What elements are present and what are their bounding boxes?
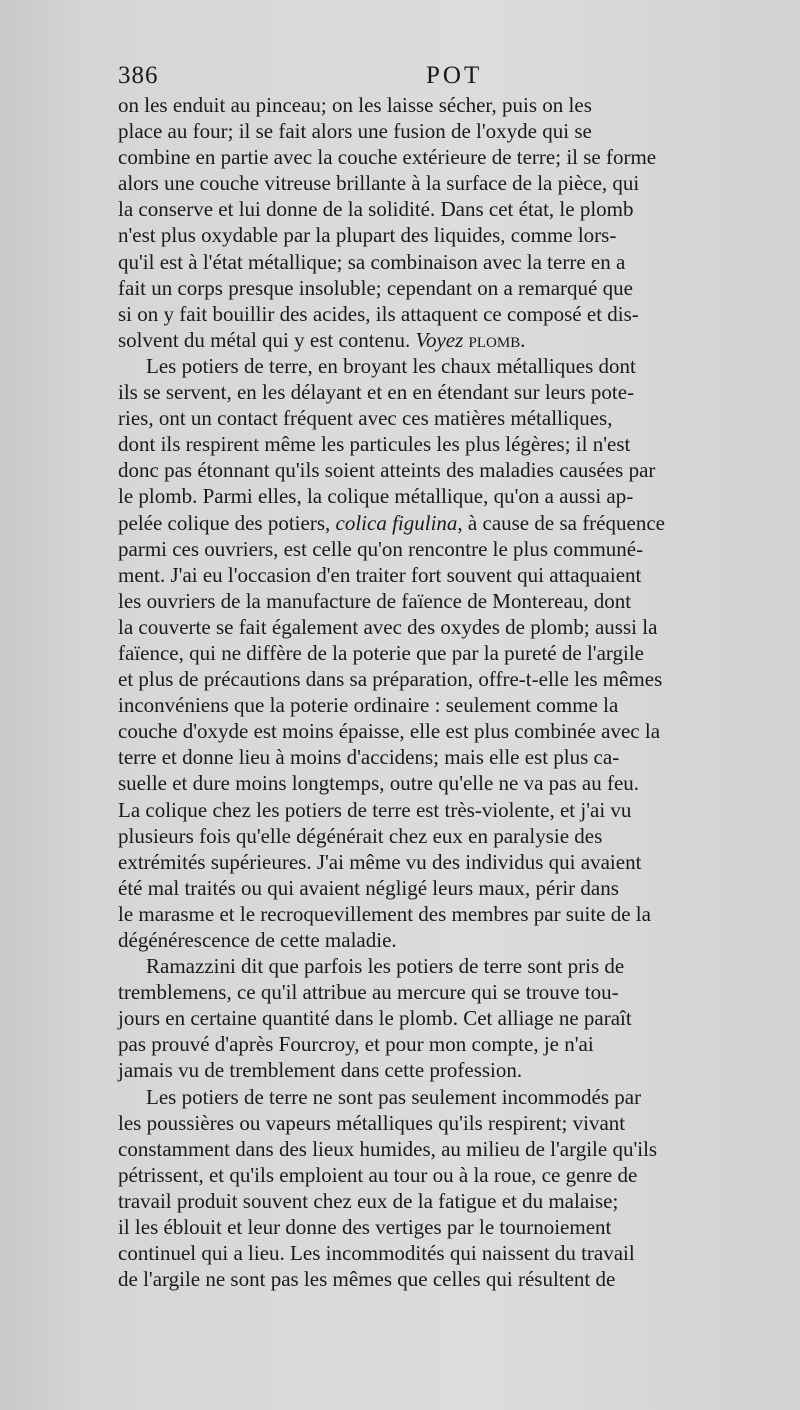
line-text: alors une couche vitreuse brillante à la surface de la pièce, qui [118,171,640,196]
line-text: les poussières ou vapeurs métalliques qu'ils respirent; vivant [118,1110,626,1135]
text-line [118,353,768,379]
text-line [118,301,768,327]
text-line [118,405,768,431]
line-text: place au four; il se fait alors une fusion de l'oxyde qui se [118,119,592,144]
text-line [118,1136,768,1162]
text-line [118,483,768,509]
text-line [118,536,768,562]
text-line [118,588,768,614]
text-line [118,144,768,170]
text-line [118,379,768,405]
line-text: n'est plus oxydable par la plupart des liquides, comme lors- [118,223,617,248]
page-header [118,62,768,94]
text-line [118,457,768,483]
line-text: plusieurs fois qu'elle dégénérait chez eux en paralysie des [118,823,603,848]
text-line [118,770,768,796]
text-line [118,1110,768,1136]
line-text-after: , à cause de sa fréquence [457,510,665,535]
text-line [118,979,768,1005]
text-line [118,927,768,953]
text-line [118,562,768,588]
smallcaps-text: plomb. [468,327,526,352]
text-line [118,1214,768,1240]
text-line [118,875,768,901]
line-text: donc pas étonnant qu'ils soient atteints des maladies causées par [118,458,656,483]
text-line [118,431,768,457]
line-text: parmi ces ouvriers, est celle qu'on rencontre le plus communé- [118,536,644,561]
line-text: on les enduit au pinceau; on les laisse sécher, puis on les [118,93,592,117]
line-text: couche d'oxyde est moins épaisse, elle est plus combinée avec la [118,719,661,744]
text-line [118,1057,768,1083]
line-text: il les éblouit et leur donne des vertiges par le tournoiement [118,1215,612,1240]
text-line [118,1084,768,1110]
text-line [118,718,768,744]
line-text: La colique chez les potiers de terre est très-violente, et j'ai vu [118,797,632,822]
text-line [118,249,768,275]
running-head: POT [426,62,483,89]
text-line [118,196,768,222]
italic-text: Voyez [415,327,464,352]
text-line [118,953,768,979]
line-text: fait un corps presque insoluble; cependant on a remarqué que [118,275,633,300]
text-line [118,640,768,666]
text-line [118,1240,768,1266]
line-text: terre et donne lieu à moins d'accidens; mais elle est plus ca- [118,745,620,770]
text-line [118,901,768,927]
line-text: combine en partie avec la couche extérieure de terre; il se forme [118,145,657,170]
text-line [118,1031,768,1057]
text-line [118,744,768,770]
line-text: les ouvriers de la manufacture de faïence de Montereau, dont [118,588,632,613]
line-text: continuel qui a lieu. Les incommodités qui naissent du travail [118,1241,635,1266]
text-line [118,275,768,301]
line-text: la conserve et lui donne de la solidité. Dans cet état, le plomb [118,197,634,222]
line-text: inconvéniens que la poterie ordinaire : seulement comme la [118,693,619,718]
text-line [118,1188,768,1214]
line-text: et plus de précautions dans sa préparation, offre-t-elle les mêmes [118,667,663,692]
line-text: si on y fait bouillir des acides, ils attaquent ce composé et dis- [118,301,639,326]
text-line [118,614,768,640]
line-text: qu'il est à l'état métallique; sa combinaison avec la terre en a [118,249,626,274]
line-text: pelée colique des potiers, [118,510,331,535]
line-text: ils se servent, en les délayant et en en étendant sur leurs pote- [118,380,635,405]
line-text: de l'argile ne sont pas les mêmes que celles qui résultent de [118,1267,616,1292]
line-text: le plomb. Parmi elles, la colique métallique, qu'on a aussi ap- [118,484,634,509]
line-text: faïence, qui ne diffère de la poterie que par la pureté de l'argile [118,640,644,665]
text-line [118,92,768,118]
line-text: jamais vu de tremblement dans cette profession. [118,1058,523,1083]
text-line [118,823,768,849]
line-text: pas prouvé d'après Fourcroy, et pour mon compte, je n'ai [118,1032,594,1057]
text-line [118,118,768,144]
text-line [118,1266,768,1292]
line-text: ment. J'ai eu l'occasion d'en traiter fort souvent qui attaquaient [118,562,642,587]
text-line [118,666,768,692]
text-line [118,1005,768,1031]
text-line [118,222,768,248]
text-line [118,692,768,718]
line-text: Les potiers de terre, en broyant les chaux métalliques dont [146,353,636,378]
line-text: Ramazzini dit que parfois les potiers de terre sont pris de [146,954,625,979]
line-text: dégénérescence de cette maladie. [118,928,397,952]
italic-text: colica figulina [335,510,458,535]
line-text: constamment dans des lieux humides, au milieu de l'argile qu'ils [118,1136,658,1161]
line-text: solvent du métal qui y est contenu. [118,327,411,352]
line-text: la couverte se fait également avec des oxydes de plomb; aussi la [118,614,658,639]
text-line [118,1162,768,1188]
line-text: extrémités supérieures. J'ai même vu des individus qui avaient [118,849,642,874]
text-line [118,849,768,875]
body-text [118,92,768,1292]
text-line [118,510,768,536]
text-line [118,797,768,823]
line-text: été mal traités ou qui avaient négligé leurs maux, périr dans [118,875,619,900]
line-text: suelle et dure moins longtemps, outre qu'elle ne va pas au feu. [118,771,640,796]
line-text: dont ils respirent même les particules les plus légères; il n'est [118,432,631,457]
line-text: ries, ont un contact fréquent avec ces matières métalliques, [118,406,613,431]
line-text: le marasme et le recroquevillement des membres par suite de la [118,901,651,926]
line-text: tremblemens, ce qu'il attribue au mercure qui se trouve tou- [118,980,619,1005]
line-text: Les potiers de terre ne sont pas seulement incommodés par [146,1084,642,1109]
text-line [118,170,768,196]
page-number: 386 [118,62,159,89]
line-text: travail produit souvent chez eux de la fatigue et du malaise; [118,1188,619,1213]
line-text: pétrissent, et qu'ils emploient au tour ou à la roue, ce genre de [118,1162,638,1187]
text-line [118,327,768,353]
line-text: jours en certaine quantité dans le plomb. Cet alliage ne paraît [118,1006,632,1031]
